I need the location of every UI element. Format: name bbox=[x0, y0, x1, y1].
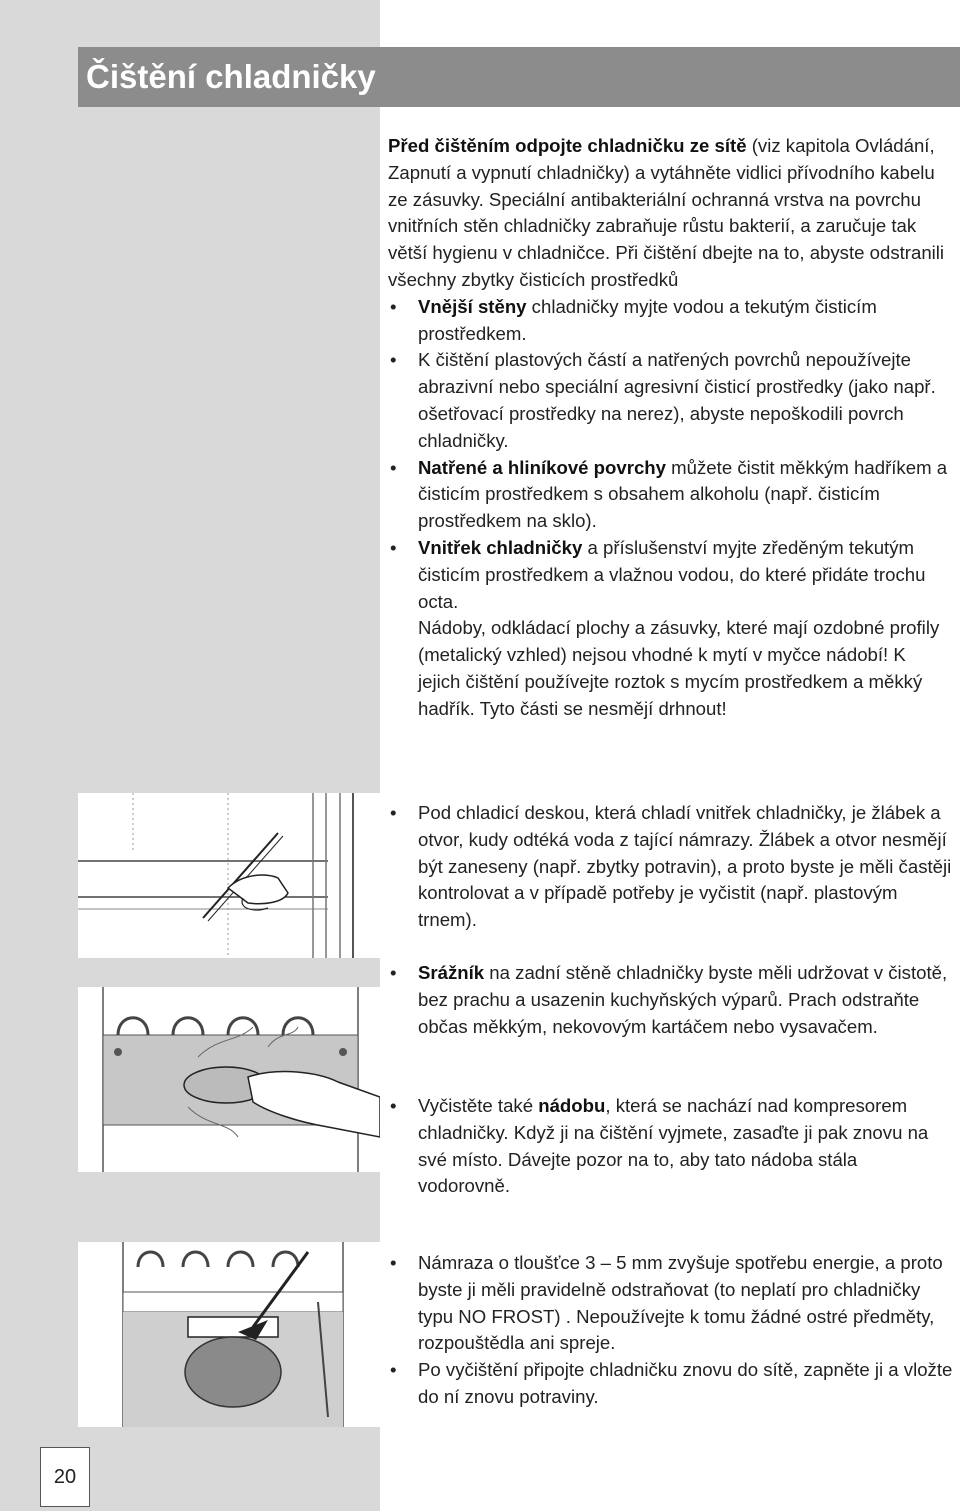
bullet-painted-surfaces-bold: Natřené a hliníkové povrchy bbox=[418, 456, 667, 478]
bullet-outer-walls-bold: Vnější stěny bbox=[418, 295, 527, 317]
bullet-outer-walls bbox=[388, 294, 953, 348]
bullet-dot: • bbox=[390, 962, 397, 983]
bullet-plastic-parts-text: K čištění plastových částí a natřených povrchů nepoužívejte abrazivní nebo speciální agresivní čisticí prostředky (jako např. ošetřovací prostředky na nerez), abyste nepoškodili povrch chladničky. bbox=[418, 349, 936, 451]
bullet-outer-walls-text: chladničky myjte vodou a tekutým čisticím prostředkem. bbox=[418, 295, 877, 344]
bullet-interior bbox=[388, 535, 953, 615]
section-tray bbox=[388, 1093, 953, 1200]
intro-bold: Před čištěním odpojte chladničku ze sítě bbox=[388, 135, 747, 156]
section-defrost bbox=[388, 1250, 953, 1411]
bullet-dot: • bbox=[390, 1095, 397, 1116]
drain-cleaning-illustration bbox=[78, 793, 380, 958]
bullet-condenser-text: na zadní stěně chladničky byste měli udržovat v čistotě, bez prachu a usazenin kuchyňských výparů. Prach odstraňte občas měkkým, nekovovým kartáčem nebo vysavačem. bbox=[418, 962, 948, 1037]
compressor-tray-illustration bbox=[78, 1242, 380, 1427]
condenser-cleaning-drawing bbox=[78, 987, 380, 1172]
bullet-painted-surfaces bbox=[388, 455, 953, 535]
bullet-condenser-bold: Srážník bbox=[418, 962, 485, 983]
bullet-drain-text: Pod chladicí deskou, která chladí vnitřek chladničky, je žlábek a otvor, kudy odtéká voda z tající námrazy. Žlábek a otvor nesmějí být zaneseny (např. zbytky potravin), a proto byste je měli častěji kontrolovat a v případě potřeby je vyčistit (např. plastovým trnem). bbox=[418, 802, 952, 931]
bullet-condenser bbox=[388, 960, 953, 1040]
bullet-dot: • bbox=[390, 349, 397, 371]
bullet-interior-text: a příslušenství myjte zředěným tekutým čisticím prostředkem a vlažnou vodou, do které přidáte trochu octa. bbox=[418, 536, 926, 612]
bullet-frost bbox=[388, 1250, 953, 1357]
bullet-reconnect-text: Po vyčištění připojte chladničku znovu do sítě, zapněte ji a vložte do ní znovu potraviny. bbox=[418, 1359, 953, 1407]
bullet-tray bbox=[388, 1093, 953, 1200]
bullet-painted-surfaces-text: můžete čistit měkkým hadříkem a čisticím prostředkem s obsahem alkoholu (např. čisticím prostředkem na sklo). bbox=[418, 456, 948, 532]
bullet-drain bbox=[388, 800, 953, 934]
compressor-tray-drawing bbox=[78, 1242, 380, 1427]
bullet-dot: • bbox=[390, 295, 397, 317]
bullet-frost-text: Námraza o tloušťce 3 – 5 mm zvyšuje spotřebu energie, a proto byste ji měli pravidelně odstraňovat (to neplatí pro chladničky typu NO FROST) . Nepoužívejte k tomu žádné ostré předměty, rozpouštědla ani spreje. bbox=[418, 1252, 943, 1354]
bullet-tray-bold: nádobu bbox=[538, 1095, 606, 1116]
bullet-tray-text: , která se nachází nad kompresorem chladničky. Když ji na čištění vyjmete, zasaďte ji pak znovu na své místo. Dávejte pozor na to, aby tato nádoba stála vodorovně. bbox=[418, 1095, 929, 1197]
interior-note: Nádoby, odkládací plochy a zásuvky, které mají ozdobné profily (metalický vzhled) nejsou vhodné k mytí v myčce nádobí! K jejich čištění používejte roztok s mycím prostředkem a měkký hadřík. Tyto části se nesmějí drhnout! bbox=[418, 617, 940, 719]
bullet-dot: • bbox=[390, 456, 397, 478]
section-condenser bbox=[388, 960, 953, 1040]
section-drain bbox=[388, 800, 953, 934]
condenser-cleaning-illustration bbox=[78, 987, 380, 1172]
page-number: 20 bbox=[40, 1447, 90, 1507]
section-cleaning-instructions bbox=[388, 133, 953, 723]
bullet-dot: • bbox=[390, 802, 397, 823]
bullet-interior-bold: Vnitřek chladničky bbox=[418, 536, 583, 558]
bullet-dot: • bbox=[390, 536, 397, 558]
bullet-plastic-parts bbox=[388, 347, 953, 454]
intro-paragraph bbox=[388, 133, 953, 294]
bullet-dot: • bbox=[390, 1359, 397, 1381]
intro-text: (viz kapitola Ovládání, Zapnutí a vypnutí chladničky) a vytáhněte vidlici přívodního kabelu ze zásuvky. Speciální antibakteriální ochranná vrstva na povrchu vnitřních stěn chladničky zabraňuje růstu bakterií, a zaručuje tak větší hygienu v chladničce. Při čištění dbejte na to, abyste odstranili všechny zbytky čisticích prostředků bbox=[388, 135, 945, 290]
bullet-dot: • bbox=[390, 1252, 397, 1273]
page-title: Čištění chladničky bbox=[78, 47, 960, 107]
bullet-reconnect bbox=[388, 1357, 953, 1411]
drain-cleaning-drawing bbox=[78, 793, 380, 958]
bullet-tray-pre: Vyčistěte také bbox=[418, 1095, 539, 1116]
